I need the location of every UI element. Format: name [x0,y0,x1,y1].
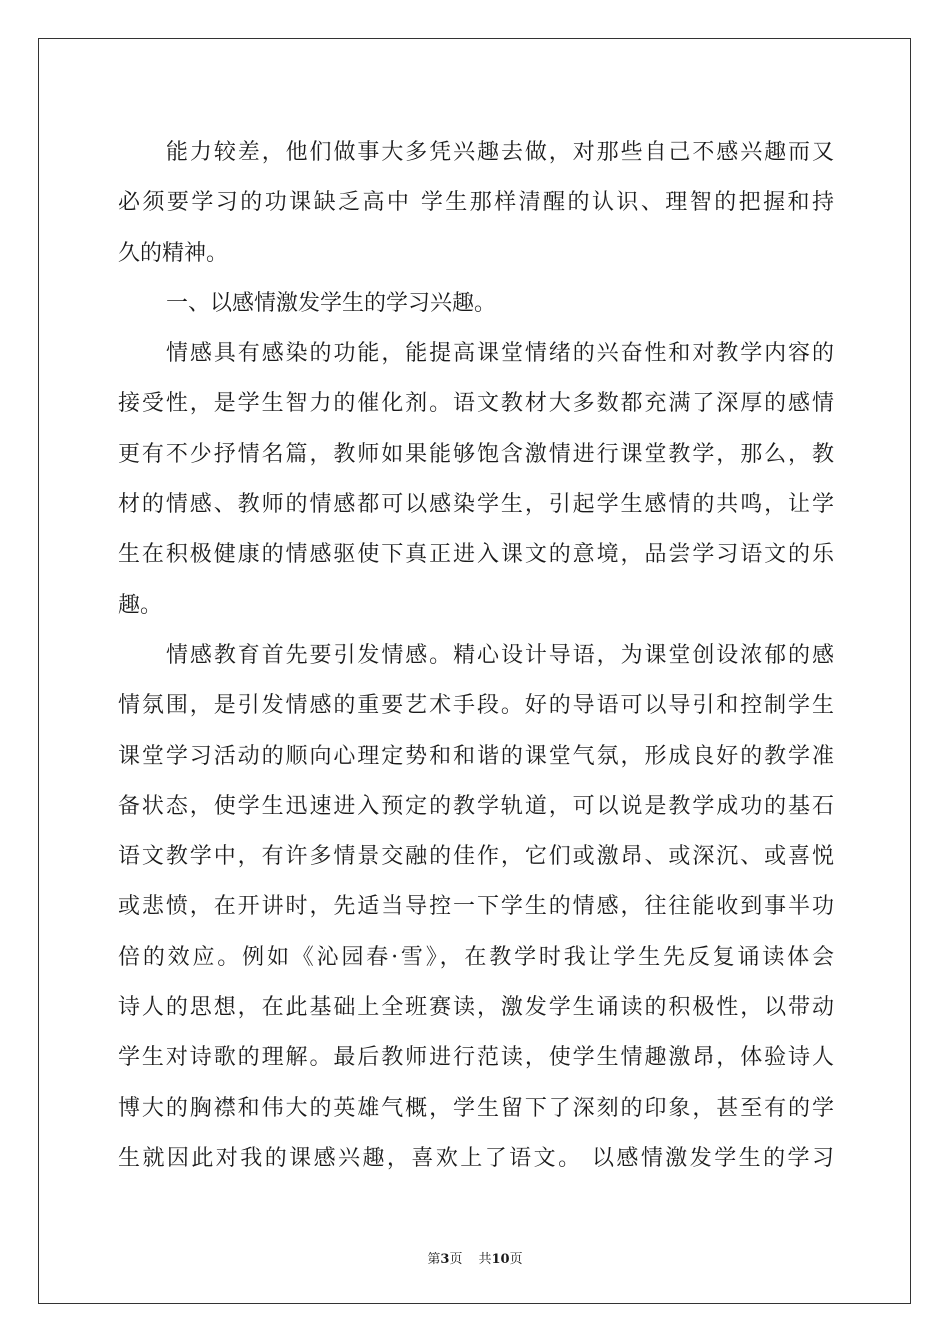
text-line: 备状态，使学生迅速进入预定的教学轨道，可以说是教学成功的基石 [118,793,834,819]
text-line: 一、以感情激发学生的学习兴趣。 [166,290,497,316]
current-page-number: 3 [440,1252,450,1267]
text-line: 诗人的思想，在此基础上全班赛读，激发学生诵读的积极性，以带动 [118,995,834,1021]
total-page-number: 10 [491,1252,510,1267]
text-line: 情感教育首先要引发情感。精心设计导语，为课堂创设浓郁的感 [166,642,834,668]
text-line: 材的情感、教师的情感都可以感染学生，引起学生感情的共鸣，让学 [118,492,834,518]
text-line: 久的精神。 [118,240,229,266]
text-line: 课堂学习活动的顺向心理定势和和谐的课堂气氛，形成良好的教学准 [118,743,834,769]
text-line: 情氛围，是引发情感的重要艺术手段。好的导语可以导引和控制学生 [118,693,834,719]
text-line: 接受性，是学生智力的催化剂。语文教材大多数都充满了深厚的感情 [118,391,834,417]
text-line: 博大的胸襟和伟大的英雄气概，学生留下了深刻的印象，甚至有的学 [118,1095,834,1121]
text-line: 更有不少抒情名篇，教师如果能够饱含激情进行课堂教学，那么，教 [118,441,834,467]
text-line: 语文教学中，有许多情景交融的佳作，它们或激昂、或深沉、或喜悦 [118,844,834,870]
page-footer [0,1248,950,1267]
text-line: 必须要学习的功课缺乏高中 学生那样清醒的认识、理智的把握和持 [118,190,834,216]
text-line: 学生对诗歌的理解。最后教师进行范读，使学生情趣激昂，体验诗人 [118,1045,834,1071]
text-line: 能力较差，他们做事大多凭兴趣去做，对那些自己不感兴趣而又 [166,140,834,165]
text-line: 情感具有感染的功能，能提高课堂情绪的兴奋性和对教学内容的 [166,341,834,367]
total-label-suffix: 页 [509,1252,523,1267]
document-body [118,128,834,1184]
text-line: 趣。 [118,592,163,618]
text-line: 或悲愤，在开讲时，先适当导控一下学生的情感，往往能收到事半功 [118,894,834,920]
text-line: 倍的效应。例如《沁园春·雪》，在教学时我让学生先反复诵读体会 [118,944,834,970]
total-label-prefix: 共 [478,1252,492,1267]
page-label-prefix: 第 [427,1252,441,1267]
page-label-suffix: 页 [449,1252,463,1267]
text-line: 生在积极健康的情感驱使下真正进入课文的意境，品尝学习语文的乐 [118,542,834,568]
text-line: 生就因此对我的课感兴趣，喜欢上了语文。 以感情激发学生的学习 [118,1145,834,1171]
